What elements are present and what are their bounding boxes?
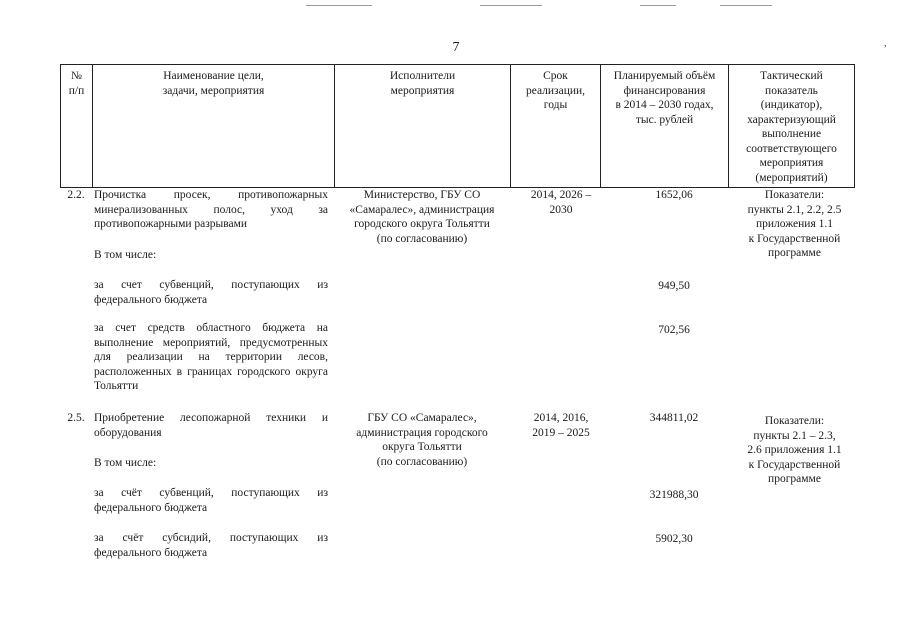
- top-rule-4: [720, 5, 772, 6]
- row-executors: Министерство, ГБУ СО «Самаралес», администрация городского округа Тольятти (по согласованию): [349, 189, 495, 245]
- sub-item-text: за счет субвенций, поступающих из федерального бюджета: [94, 279, 328, 306]
- sub-item-text: за счет средств областного бюджета на выполнение мероприятий, предусмотренных для реализации на территории лесов, расположенных в границах городского округа Тольятти: [94, 322, 328, 392]
- sub-item-amount: 949,50: [658, 280, 690, 292]
- row-amount: 1652,06: [655, 189, 693, 201]
- row-term: 2014, 2026 – 2030: [530, 189, 592, 216]
- table-header: [60, 64, 855, 188]
- sub-item-amount: 5902,30: [655, 533, 693, 545]
- header-funding: Планируемый объём финансирования в 2014 – 2030 годах, тыс. рублей: [600, 65, 728, 187]
- row-name: Прочистка просек, противопожарных минерализованных полос, уход за противопожарными разрывами: [94, 189, 328, 230]
- header-executors: Исполнители мероприятия: [334, 65, 510, 187]
- row-name: Приобретение лесопожарной техники и оборудования: [94, 412, 328, 439]
- sub-item-amount: 321988,30: [649, 489, 699, 501]
- sub-item-text: за счёт субвенций, поступающих из федерального бюджета: [94, 487, 328, 514]
- row-number: 2.2.: [67, 189, 85, 201]
- sub-item-text: за счёт субсидий, поступающих из федерального бюджета: [94, 532, 328, 559]
- top-rule-3: [640, 5, 676, 6]
- row-indicator: Показатели: пункты 2.1, 2.2, 2.5 приложения 1.1 к Государственной программе: [747, 189, 842, 259]
- header-term: Срок реализации, годы: [510, 65, 600, 187]
- header-num: № п/п: [60, 65, 92, 187]
- top-rule-2: [480, 5, 542, 6]
- header-indicator: Тактический показатель (индикатор), характеризующий выполнение соответствующего мероприятия (мероприятий): [728, 65, 855, 187]
- row-indicator: Показатели: пункты 2.1 – 2.3, 2.6 приложения 1.1 к Государственной программе: [747, 415, 842, 485]
- row-executors: ГБУ СО «Самаралес», администрация городского округа Тольятти (по согласованию): [356, 412, 488, 468]
- top-rule-1: [306, 5, 372, 6]
- row-including: В том числе:: [94, 457, 157, 469]
- header-name: Наименование цели, задачи, мероприятия: [92, 65, 334, 187]
- scan-speck: ,: [884, 38, 887, 49]
- row-number: 2.5.: [67, 412, 85, 424]
- row-including: В том числе:: [94, 249, 157, 261]
- sub-item-amount: 702,56: [658, 324, 690, 336]
- page-number: 7: [452, 40, 460, 55]
- row-amount: 344811,02: [649, 412, 699, 424]
- row-term: 2014, 2016, 2019 – 2025: [532, 412, 590, 439]
